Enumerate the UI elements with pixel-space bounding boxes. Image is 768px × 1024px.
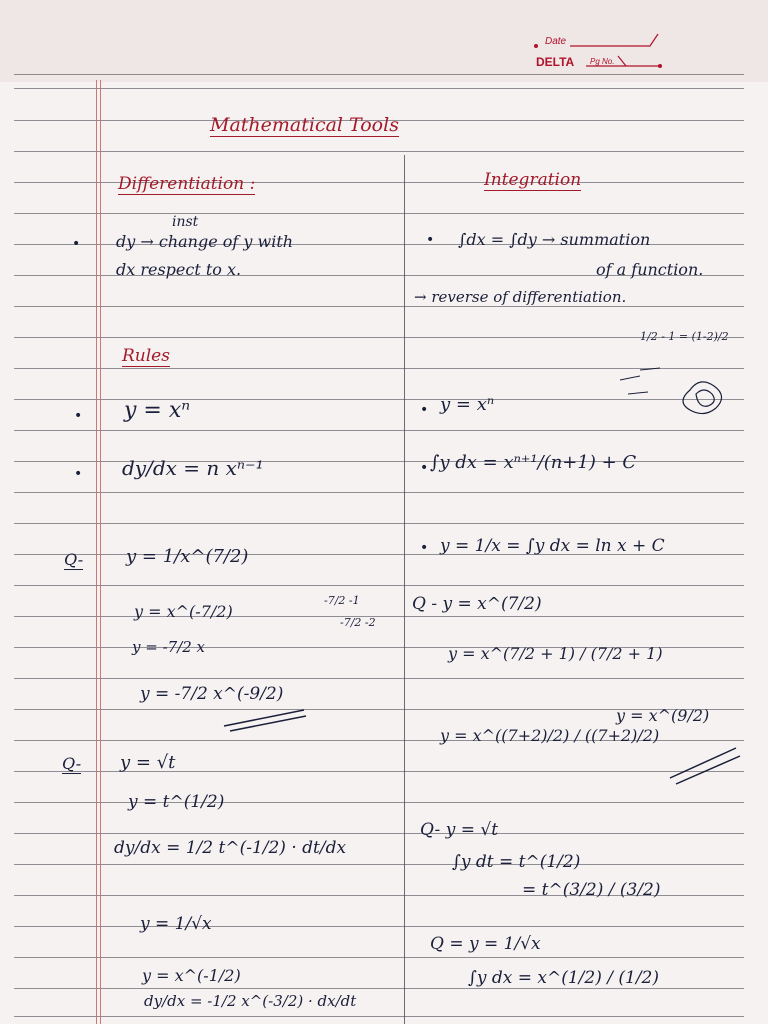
rule-line bbox=[14, 151, 744, 152]
int-rule-log: y = 1/x = ∫y dx = ln x + C bbox=[440, 536, 665, 556]
column-divider bbox=[404, 155, 405, 1024]
rule-line bbox=[14, 678, 744, 679]
answer-underline-icon bbox=[664, 744, 744, 788]
int-q1-line-c: y = x^((7+2)/2) / ((7+2)/2) bbox=[440, 726, 660, 745]
bullet-icon: • bbox=[74, 408, 83, 424]
int-rule-power: y = xⁿ bbox=[440, 394, 495, 415]
rule-line bbox=[14, 802, 744, 803]
rule-line bbox=[14, 585, 744, 586]
int-q2-line-c: = t^(3/2) / (3/2) bbox=[522, 880, 661, 900]
bullet-icon: • bbox=[72, 236, 81, 252]
bullet-icon: • bbox=[74, 466, 83, 482]
q1-line-a: y = 1/x^(7/2) bbox=[126, 546, 249, 567]
q1-side-note-1: -7/2 -1 bbox=[324, 594, 360, 607]
q1-line-d: y = -7/2 x^(-9/2) bbox=[140, 684, 284, 704]
answer-underline-icon bbox=[220, 704, 310, 734]
int-definition-line1: ∫dx = ∫dy → summation bbox=[458, 230, 651, 249]
margin-line bbox=[100, 80, 101, 1024]
rule-line bbox=[14, 1016, 744, 1017]
rule-line bbox=[14, 74, 744, 75]
rule-line bbox=[14, 864, 744, 865]
page-title: Mathematical Tools bbox=[210, 114, 399, 136]
rule-line bbox=[14, 492, 744, 493]
integration-heading: Integration bbox=[484, 170, 582, 190]
int-q1-side-answer: y = x^(9/2) bbox=[616, 706, 710, 725]
ins-note: inst bbox=[172, 214, 199, 230]
bullet-icon: • bbox=[420, 540, 429, 556]
margin-line bbox=[96, 80, 97, 1024]
rule-line bbox=[14, 213, 744, 214]
q2-line-b: y = t^(1/2) bbox=[128, 792, 225, 812]
question-label: Q- bbox=[64, 550, 84, 569]
rule-derivative: dy/dx = n xⁿ⁻¹ bbox=[122, 456, 264, 480]
q1-line-c: y = -7/2 x bbox=[132, 638, 206, 656]
int-q1-line-b: y = x^(7/2 + 1) / (7/2 + 1) bbox=[448, 644, 663, 663]
rule-line bbox=[14, 988, 744, 989]
q3-line-c: dy/dx = -1/2 x^(-3/2) · dx/dt bbox=[144, 992, 357, 1010]
differentiation-heading: Differentiation : bbox=[118, 174, 256, 194]
bullet-icon: • bbox=[426, 232, 435, 248]
scribble-icon bbox=[610, 360, 750, 440]
rule-line bbox=[14, 306, 744, 307]
int-q1-line-a: Q - y = x^(7/2) bbox=[412, 594, 542, 614]
rule-power: y = xⁿ bbox=[124, 398, 191, 423]
page-number-label: Pg No. bbox=[590, 57, 615, 66]
rule-line bbox=[14, 523, 744, 524]
int-q3-line-a: Q = y = 1/√x bbox=[430, 934, 541, 954]
corner-scribble-note: 1/2 - 1 = (1-2)/2 bbox=[640, 330, 729, 343]
int-definition-line2: of a function. bbox=[596, 260, 704, 279]
diff-definition-line2: dx respect to x. bbox=[116, 260, 242, 279]
int-q2-line-a: Q- y = √t bbox=[420, 820, 499, 840]
q2-line-c: dy/dx = 1/2 t^(-1/2) · dt/dx bbox=[114, 838, 347, 858]
int-q3-line-b: ∫y dx = x^(1/2) / (1/2) bbox=[468, 968, 660, 988]
question-label: Q- bbox=[62, 754, 82, 773]
int-rule-formula: ∫y dx = xⁿ⁺¹/(n+1) + C bbox=[430, 452, 637, 473]
rule-line bbox=[14, 616, 744, 617]
rule-line bbox=[14, 88, 744, 89]
int-definition-line3: → reverse of differentiation. bbox=[414, 288, 627, 306]
q2-line-a: y = √t bbox=[120, 752, 176, 773]
rule-line bbox=[14, 957, 744, 958]
rules-heading: Rules bbox=[122, 346, 170, 366]
rule-line bbox=[14, 337, 744, 338]
rule-line bbox=[14, 833, 744, 834]
bullet-icon: • bbox=[420, 460, 429, 476]
q3-line-b: y = x^(-1/2) bbox=[142, 966, 241, 985]
int-q2-line-b: ∫y dt = t^(1/2) bbox=[452, 852, 581, 872]
q3-line-a: y = 1/√x bbox=[140, 914, 212, 934]
rule-line bbox=[14, 926, 744, 927]
q1-line-b: y = x^(-7/2) bbox=[134, 602, 233, 621]
bullet-icon: • bbox=[420, 402, 429, 418]
date-label: Date bbox=[545, 36, 567, 47]
brand-name: DELTA bbox=[536, 55, 575, 69]
diff-definition-line1: dy → change of y with bbox=[116, 232, 294, 251]
q1-side-note-2: -7/2 -2 bbox=[340, 616, 376, 629]
